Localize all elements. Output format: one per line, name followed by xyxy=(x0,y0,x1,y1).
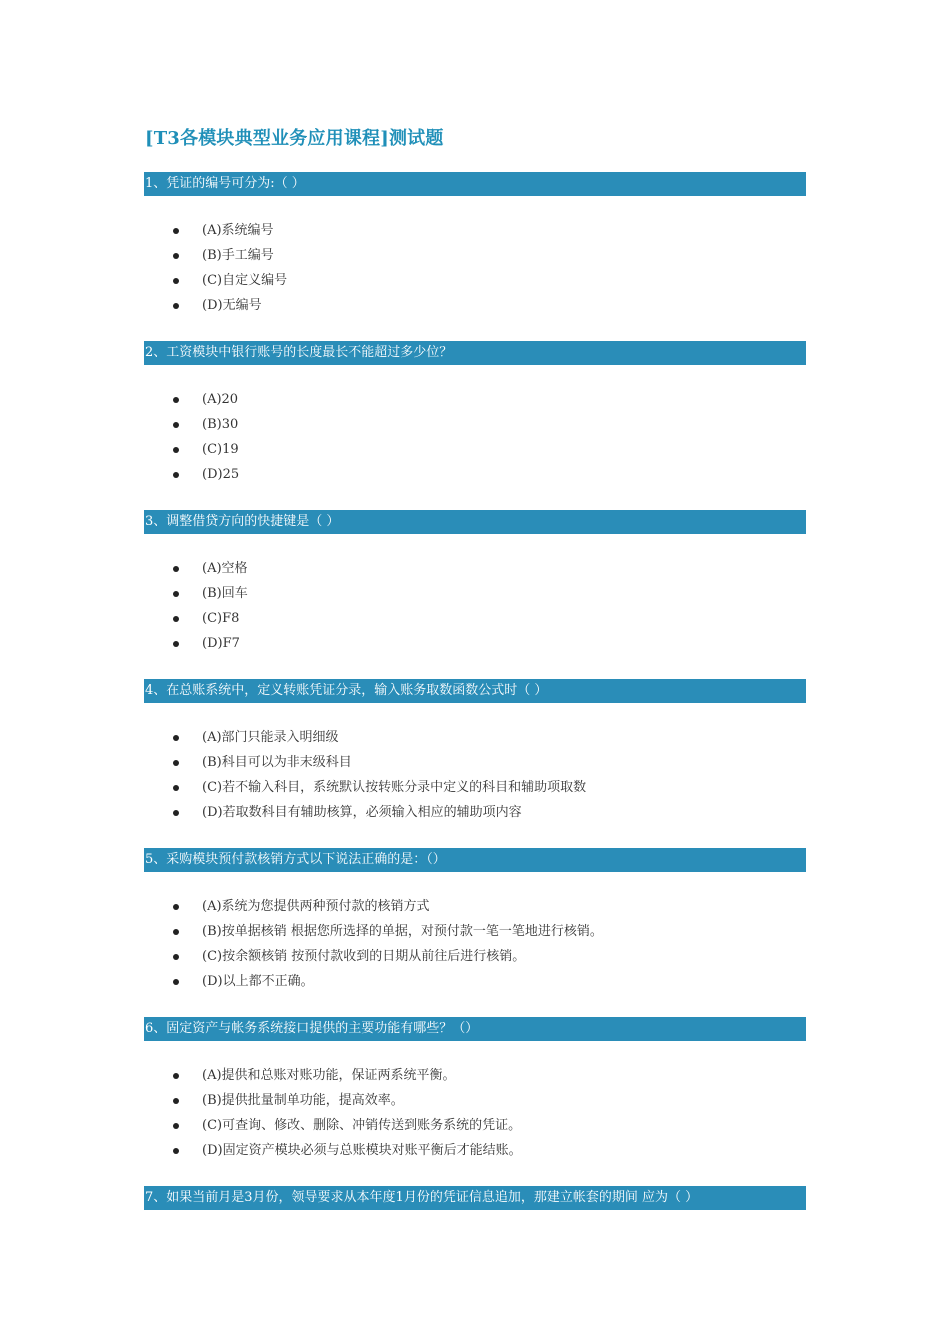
bullet-icon xyxy=(173,278,179,284)
option-label: (D)25 xyxy=(202,467,240,482)
option-list xyxy=(144,387,806,487)
bullet-icon xyxy=(173,303,179,309)
bullet-icon xyxy=(173,447,179,453)
bullet-icon xyxy=(173,472,179,478)
question-7 xyxy=(144,1186,806,1210)
option-item[interactable] xyxy=(144,969,806,994)
option-label: (D)固定资产模块必须与总账模块对账平衡后才能结账。 xyxy=(202,1143,522,1158)
question-header: 6、固定资产与帐务系统接口提供的主要功能有哪些？（） xyxy=(144,1017,806,1041)
option-item[interactable] xyxy=(144,243,806,268)
option-item[interactable] xyxy=(144,268,806,293)
question-header: 1、凭证的编号可分为:（ ） xyxy=(144,172,806,196)
option-label: (D)以上都不正确。 xyxy=(202,974,314,989)
option-item[interactable] xyxy=(144,944,806,969)
option-item[interactable] xyxy=(144,631,806,656)
bullet-icon xyxy=(173,735,179,741)
question-6 xyxy=(144,1017,806,1163)
option-label: (B)科目可以为非末级科目 xyxy=(202,755,352,770)
bullet-icon xyxy=(173,591,179,597)
option-label: (C)F8 xyxy=(202,611,240,626)
option-item[interactable] xyxy=(144,725,806,750)
option-item[interactable] xyxy=(144,1088,806,1113)
option-item[interactable] xyxy=(144,1113,806,1138)
option-item[interactable] xyxy=(144,894,806,919)
question-1 xyxy=(144,172,806,318)
option-item[interactable] xyxy=(144,919,806,944)
option-label: (A)提供和总账对账功能，保证两系统平衡。 xyxy=(202,1068,456,1083)
option-item[interactable] xyxy=(144,1138,806,1163)
option-label: (A)部门只能录入明细级 xyxy=(202,730,339,745)
question-4 xyxy=(144,679,806,825)
option-label: (B)提供批量制单功能，提高效率。 xyxy=(202,1093,404,1108)
bullet-icon xyxy=(173,904,179,910)
option-item[interactable] xyxy=(144,387,806,412)
bullet-icon xyxy=(173,228,179,234)
option-item[interactable] xyxy=(144,581,806,606)
option-label: (A)20 xyxy=(202,392,239,407)
bullet-icon xyxy=(173,616,179,622)
bullet-icon xyxy=(173,979,179,985)
option-item[interactable] xyxy=(144,750,806,775)
bullet-icon xyxy=(173,253,179,259)
option-list xyxy=(144,894,806,994)
option-label: (C)自定义编号 xyxy=(202,273,288,288)
option-label: (C)按余额核销 按预付款收到的日期从前往后进行核销。 xyxy=(202,949,526,964)
option-item[interactable] xyxy=(144,556,806,581)
page-title: [T3各模块典型业务应用课程]测试题 xyxy=(145,128,444,149)
option-label: (A)空格 xyxy=(202,561,248,576)
option-list xyxy=(144,556,806,656)
option-list xyxy=(144,725,806,825)
question-header: 3、调整借贷方向的快捷键是（ ） xyxy=(144,510,806,534)
option-item[interactable] xyxy=(144,462,806,487)
option-item[interactable] xyxy=(144,437,806,462)
option-label: (D)无编号 xyxy=(202,298,262,313)
option-list xyxy=(144,1063,806,1163)
bullet-icon xyxy=(173,422,179,428)
option-label: (B)30 xyxy=(202,417,239,432)
option-label: (A)系统编号 xyxy=(202,223,274,238)
question-5 xyxy=(144,848,806,994)
option-label: (B)按单据核销 根据您所选择的单据，对预付款一笔一笔地进行核销。 xyxy=(202,924,603,939)
question-3 xyxy=(144,510,806,656)
bullet-icon xyxy=(173,785,179,791)
bullet-icon xyxy=(173,1123,179,1129)
bullet-icon xyxy=(173,929,179,935)
question-2 xyxy=(144,341,806,487)
option-item[interactable] xyxy=(144,1063,806,1088)
bullet-icon xyxy=(173,1098,179,1104)
option-label: (A)系统为您提供两种预付款的核销方式 xyxy=(202,899,430,914)
bullet-icon xyxy=(173,397,179,403)
option-label: (C)可查询、修改、删除、冲销传送到账务系统的凭证。 xyxy=(202,1118,522,1133)
option-label: (B)回车 xyxy=(202,586,248,601)
option-label: (C)若不输入科目，系统默认按转账分录中定义的科目和辅助项取数 xyxy=(202,780,587,795)
option-label: (D)F7 xyxy=(202,636,240,651)
question-header: 4、在总账系统中，定义转账凭证分录，输入账务取数函数公式时（ ） xyxy=(144,679,806,703)
option-item[interactable] xyxy=(144,606,806,631)
question-header: 2、工资模块中银行账号的长度最长不能超过多少位？ xyxy=(144,341,806,365)
option-item[interactable] xyxy=(144,218,806,243)
option-label: (D)若取数科目有辅助核算，必须输入相应的辅助项内容 xyxy=(202,805,522,820)
bullet-icon xyxy=(173,760,179,766)
option-label: (B)手工编号 xyxy=(202,248,274,263)
bullet-icon xyxy=(173,566,179,572)
option-label: (C)19 xyxy=(202,442,239,457)
option-item[interactable] xyxy=(144,412,806,437)
question-header: 7、如果当前月是3月份，领导要求从本年度1月份的凭证信息追加，那建立帐套的期间 应为（ ） xyxy=(144,1186,806,1210)
option-list xyxy=(144,218,806,318)
bullet-icon xyxy=(173,1073,179,1079)
bullet-icon xyxy=(173,954,179,960)
question-header: 5、采购模块预付款核销方式以下说法正确的是：（） xyxy=(144,848,806,872)
option-item[interactable] xyxy=(144,775,806,800)
option-item[interactable] xyxy=(144,800,806,825)
bullet-icon xyxy=(173,641,179,647)
bullet-icon xyxy=(173,1148,179,1154)
bullet-icon xyxy=(173,810,179,816)
option-item[interactable] xyxy=(144,293,806,318)
